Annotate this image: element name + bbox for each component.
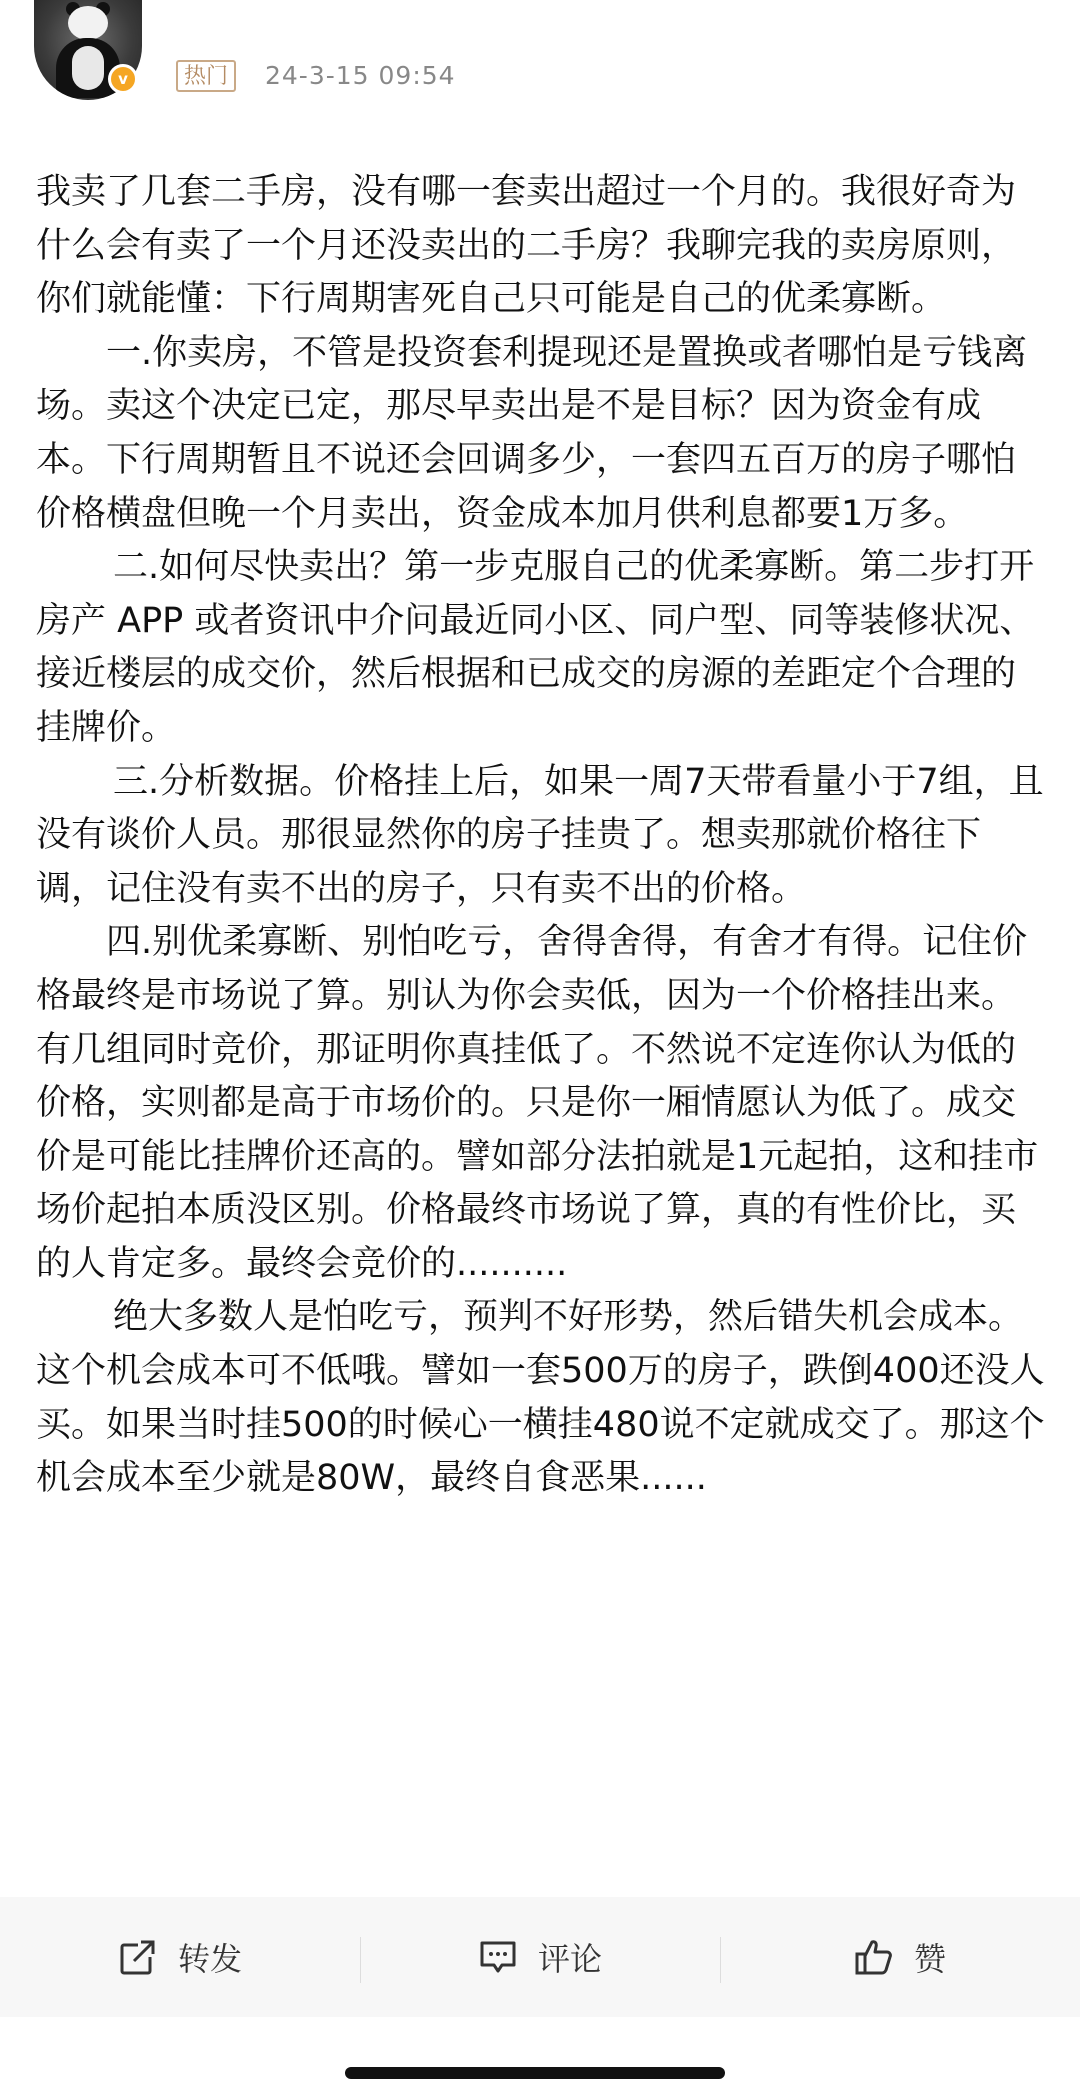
post-paragraph-point-4: 四.别优柔寡断、别怕吃亏，舍得舍得，有舍才有得。记住价格最终是市场说了算。别认为你会卖低，因为一个价格挂出来。有几组同时竞价，那证明你真挂低了。不然说不定连你认为低的价格，实则都是高于市场价的。只是你一厢情愿认为低了。成交价是可能比挂牌价还高的。譬如部分法拍就是1元起拍，这和挂市场价起拍本质没区别。价格最终市场说了算，真的有性价比，买的人肯定多。最终会竞价的.......... — [36, 922, 1039, 1284]
hot-tag: 热门 — [176, 60, 236, 92]
comment-button[interactable] — [360, 1897, 720, 2017]
post-header — [0, 0, 1080, 130]
like-button[interactable] — [720, 1897, 1080, 2017]
verified-badge-icon: v — [108, 64, 138, 94]
post-paragraph-point-2: 二.如何尽快卖出？第一步克服自己的优柔寡断。第二步打开房产 APP 或者资讯中介问最近同小区、同户型、同等装修状况、接近楼层的成交价，然后根据和已成交的房源的差距定个合理的挂牌价。 — [36, 547, 1035, 748]
comment-icon — [478, 1937, 518, 1977]
panda-face — [68, 6, 108, 40]
comment-label: 评论 — [537, 1940, 602, 1978]
post-timestamp: 24-3-15 09:54 — [265, 61, 456, 90]
share-icon — [118, 1937, 158, 1977]
post-body — [36, 166, 1046, 1506]
repost-button[interactable] — [0, 1897, 360, 2017]
repost-label: 转发 — [177, 1940, 242, 1978]
post-paragraph-conclusion: 绝大多数人是怕吃亏，预判不好形势，然后错失机会成本。这个机会成本可不低哦。譬如一套500万的房子，跌倒400还没人买。如果当时挂500的时候心一横挂480说不定就成交了。那这个机会成本至少就是80W，最终自食恶果...... — [36, 1297, 1045, 1499]
panda-belly — [72, 46, 104, 90]
bottom-bar — [0, 2017, 1080, 2097]
like-label: 赞 — [913, 1940, 946, 1978]
post-paragraph-point-1: 一.你卖房，不管是投资套利提现还是置换或者哪怕是亏钱离场。卖这个决定已定，那尽早卖出是不是目标？因为资金有成本。下行周期暂且不说还会回调多少，一套四五百万的房子哪怕价格横盘但晚一个月卖出，资金成本加月供利息都要1万多。 — [36, 332, 1028, 534]
post-paragraph-point-3: 三.分析数据。价格挂上后，如果一周7天带看量小于7组，且没有谈价人员。那很显然你的房子挂贵了。想卖那就价格往下调，记住没有卖不出的房子，只有卖不出的价格。 — [36, 761, 1044, 909]
post-paragraph-intro: 我卖了几套二手房，没有哪一套卖出超过一个月的。我很好奇为什么会有卖了一个月还没卖出的二手房？我聊完我的卖房原则，你们就能懂：下行周期害死自己只可能是自己的优柔寡断。 — [36, 172, 1017, 320]
thumbs-up-icon — [854, 1937, 894, 1977]
action-toolbar — [0, 1897, 1080, 2017]
home-indicator[interactable] — [345, 2067, 725, 2079]
